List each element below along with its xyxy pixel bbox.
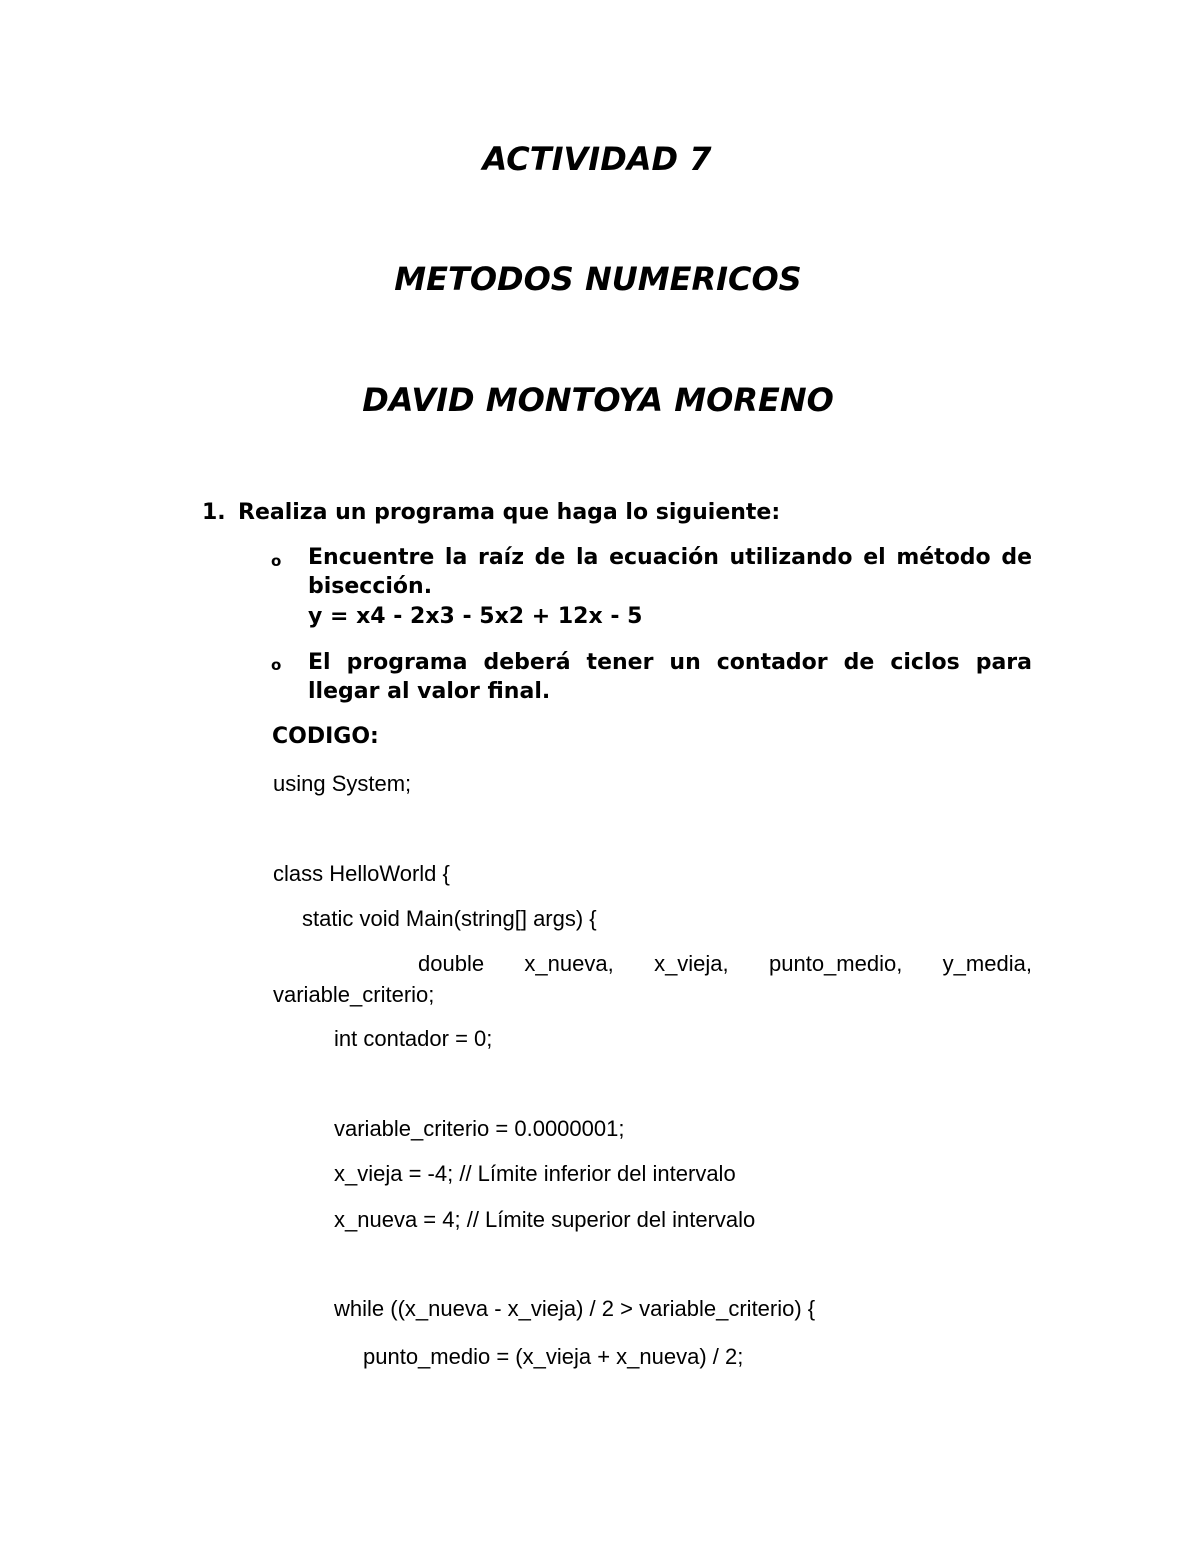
question-text: Realiza un programa que haga lo siguiente: <box>238 500 781 525</box>
code-token: y_media, <box>942 951 1032 976</box>
code-line-contador: int contador = 0; <box>334 1026 493 1051</box>
code-line-criterio: variable_criterio = 0.0000001; <box>334 1116 625 1141</box>
code-line-class: class HelloWorld { <box>273 861 450 886</box>
code-token: punto_medio, <box>769 951 903 976</box>
bullet-icon: o <box>271 552 282 570</box>
code-line-declaration <box>418 949 1032 979</box>
code-line-nueva: x_nueva = 4; // Límite superior del intervalo <box>334 1207 756 1232</box>
code-line-using: using System; <box>273 771 412 796</box>
code-line-declaration-cont: variable_criterio; <box>273 982 435 1007</box>
code-line-main: static void Main(string[] args) { <box>302 906 597 931</box>
code-line-while: while ((x_nueva - x_vieja) / 2 > variable_criterio) { <box>334 1296 816 1321</box>
code-label: CODIGO: <box>272 724 379 749</box>
bullet-item-counter: El programa deberá tener un contador de ciclos para llegar al valor final. <box>308 650 1032 704</box>
code-line-vieja: x_vieja = -4; // Límite inferior del intervalo <box>334 1161 736 1186</box>
activity-title: ACTIVIDAD 7 <box>482 140 712 178</box>
code-line-punto-medio: punto_medio = (x_vieja + x_nueva) / 2; <box>363 1344 744 1369</box>
code-token: double <box>418 951 485 976</box>
question-number: 1. <box>202 500 226 525</box>
subject-title: METODOS NUMERICOS <box>394 260 802 298</box>
bullet-icon: o <box>271 656 282 674</box>
code-token: x_nueva, <box>524 951 614 976</box>
bullet-item-bisection: Encuentre la raíz de la ecuación utilizando el método de bisección. <box>308 545 1032 599</box>
author-name: DAVID MONTOYA MORENO <box>362 381 834 419</box>
code-token: x_vieja, <box>654 951 729 976</box>
equation: y = x4 - 2x3 - 5x2 + 12x - 5 <box>308 604 643 629</box>
